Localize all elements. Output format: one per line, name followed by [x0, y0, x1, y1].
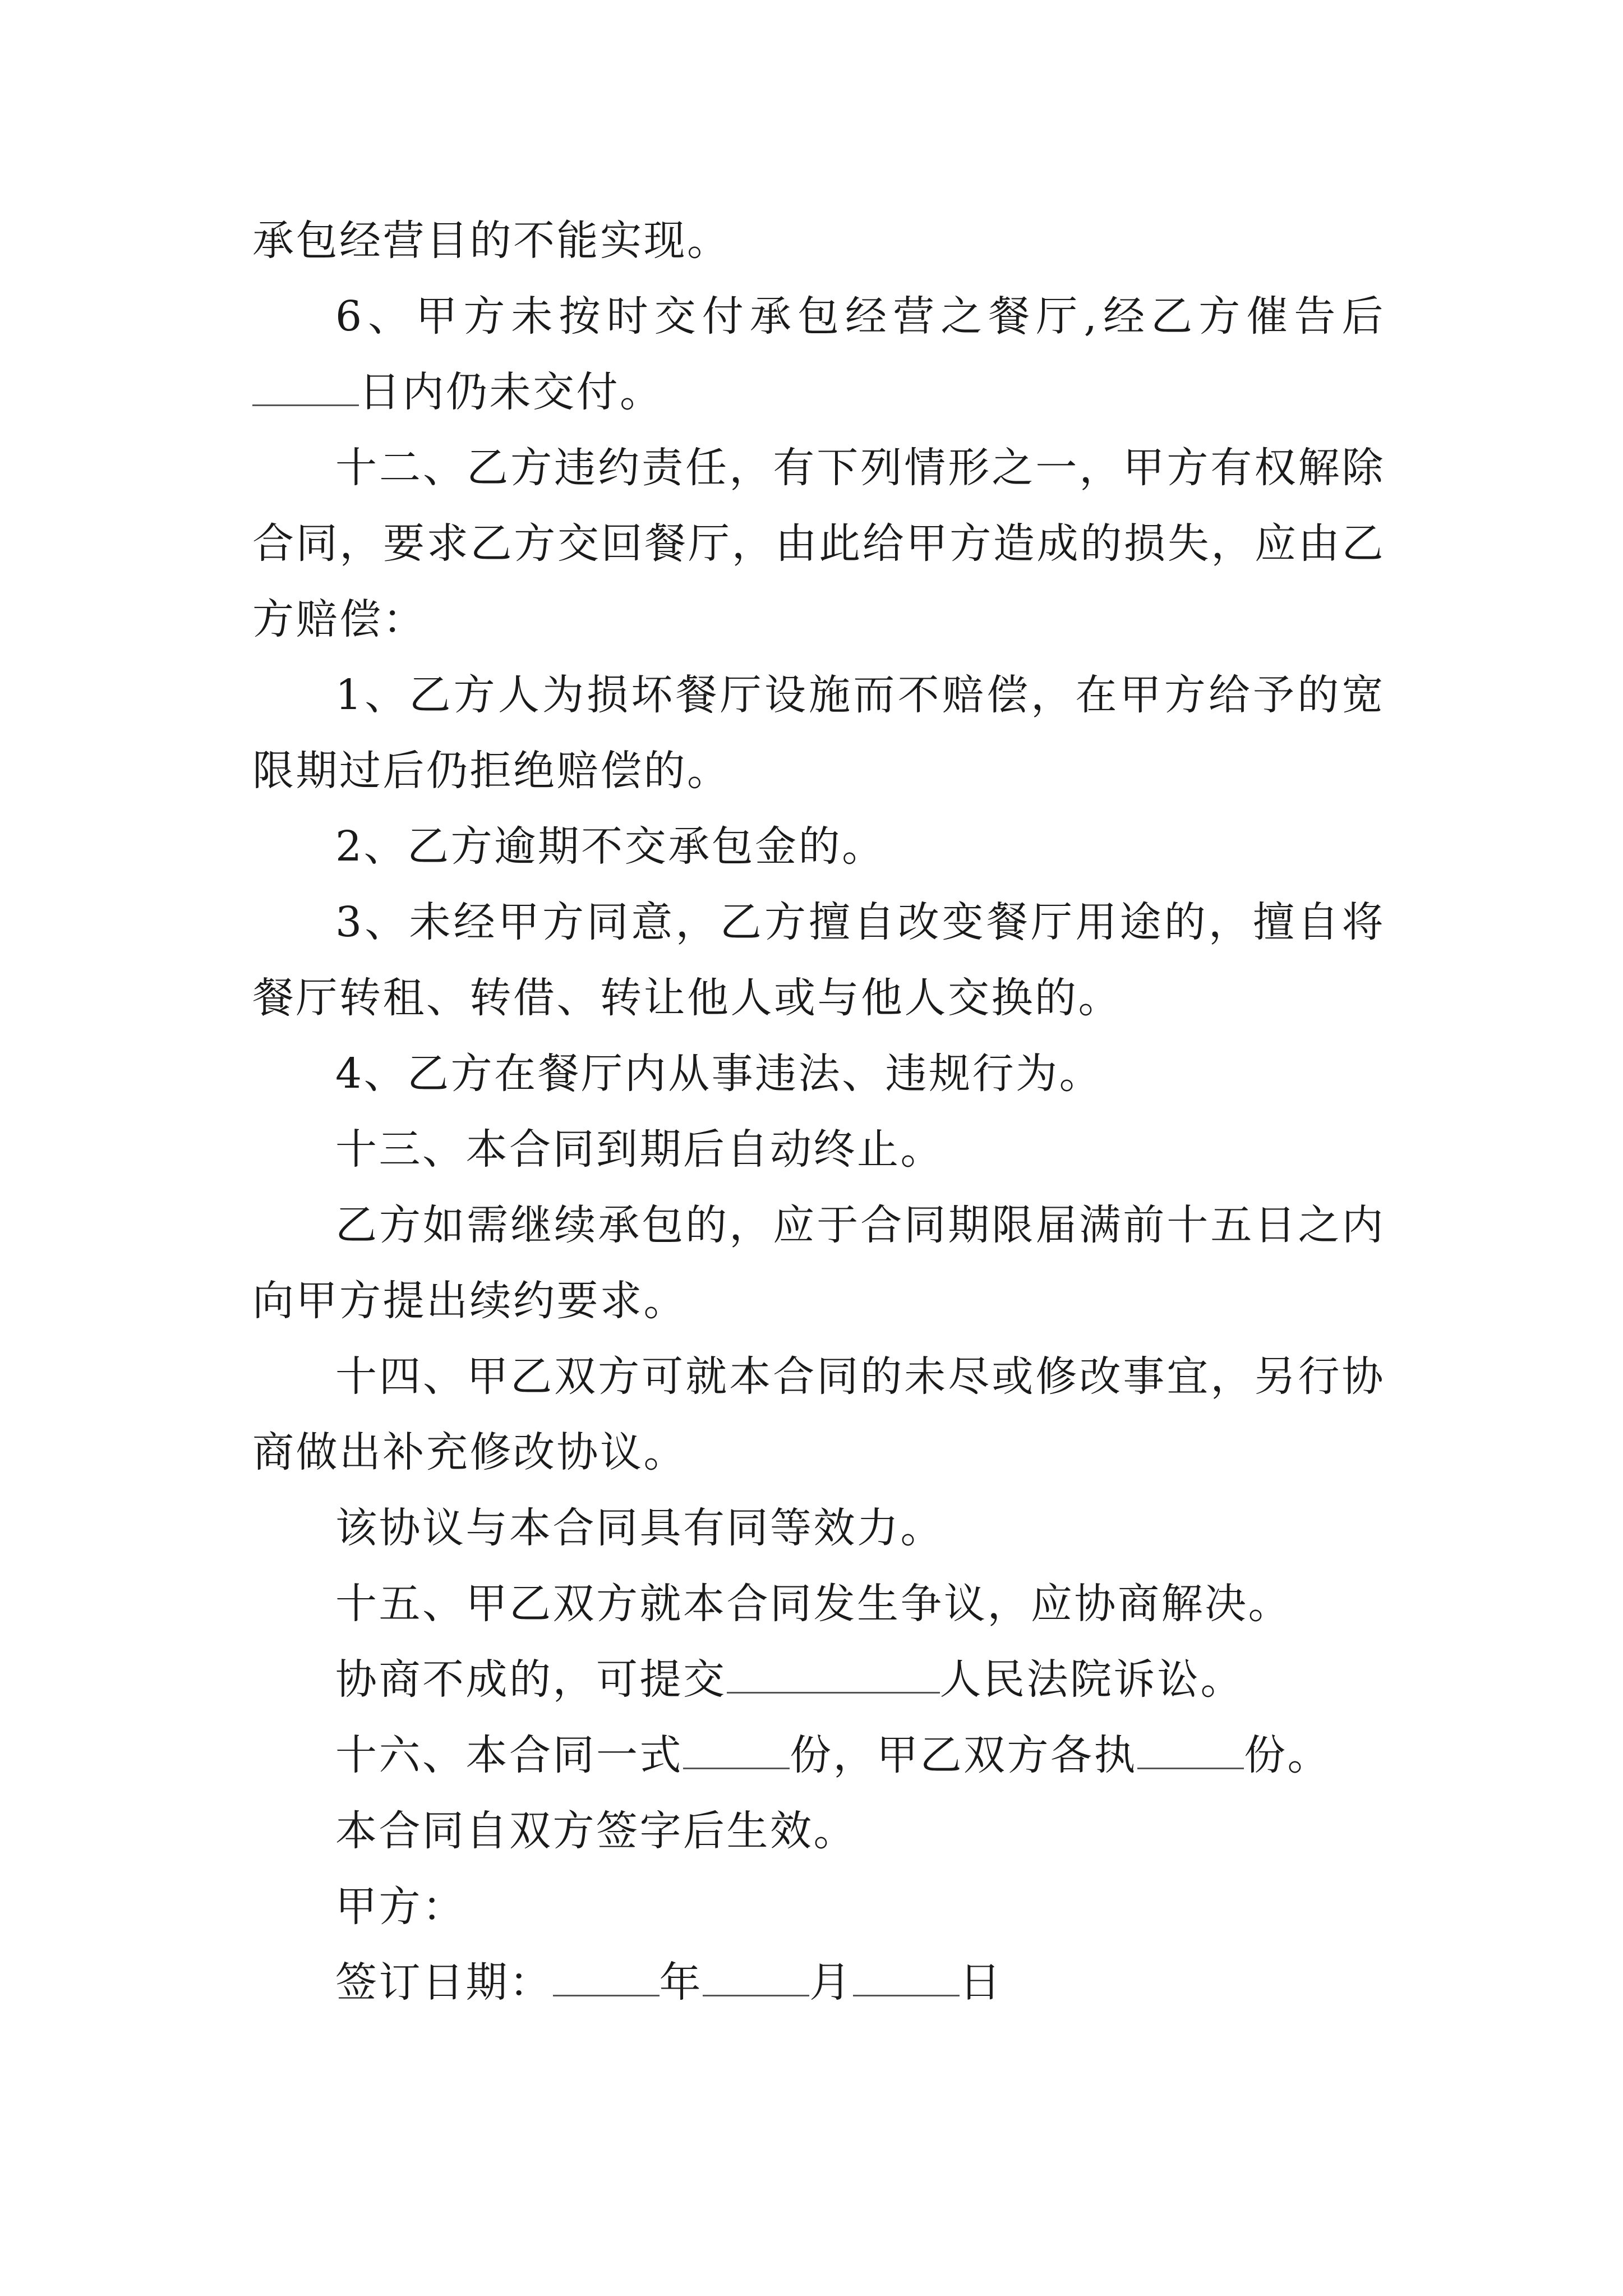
- paragraph-6: [252, 885, 1385, 1036]
- fill-in-blank: [1137, 1734, 1244, 1769]
- fill-in-blank: [553, 1961, 660, 1996]
- paragraph-text: 乙方如需继续承包的，应于合同期限届满前十五日之内向甲方提出续约要求。: [252, 1201, 1385, 1325]
- paragraph-10: [252, 1339, 1385, 1490]
- fill-in-blank: [853, 1961, 960, 1996]
- paragraph-text: 4、乙方在餐厅内从事违法、违规行为。: [335, 1050, 1103, 1098]
- paragraph-text: 2、乙方逾期不交承包金的。: [335, 822, 886, 871]
- paragraph-5: [252, 809, 1385, 885]
- paragraph-text: 十四、甲乙双方可就本合同的未尽或修改事宜，另行协商做出补充修改协议。: [252, 1352, 1385, 1476]
- signing-date-label: 签订日期：: [335, 1958, 553, 2007]
- paragraph-14: [252, 1718, 1385, 1793]
- party-a-label: 甲方：: [335, 1883, 466, 1931]
- paragraph-text: 承包经营目的不能实现。: [252, 217, 731, 265]
- paragraph-text: 人民法院诉讼。: [939, 1655, 1244, 1704]
- paragraph-11: [252, 1490, 1385, 1566]
- paragraph-7: [252, 1036, 1385, 1112]
- fill-in-blank: [683, 1734, 790, 1769]
- paragraph-text: 十二、乙方违约责任，有下列情形之一，甲方有权解除合同，要求乙方交回餐厅，由此给甲方造成的损失，应由乙方赔偿：: [252, 444, 1385, 643]
- paragraph-text: 十六、本合同一式: [335, 1731, 683, 1779]
- paragraph-9: [252, 1188, 1385, 1339]
- paragraph-12: [252, 1566, 1385, 1642]
- paragraph-text: 6、甲方未按时交付承包经营之餐厅,经乙方催告后: [335, 292, 1385, 341]
- year-label: 年: [659, 1958, 703, 2007]
- fill-in-blank: [252, 371, 359, 406]
- fill-in-blank: [703, 1961, 809, 1996]
- paragraph-text: 协商不成的，可提交: [335, 1655, 727, 1704]
- paragraph-15: [252, 1793, 1385, 1869]
- paragraph-text: 1、乙方人为损坏餐厅设施而不赔偿，在甲方给予的宽限期过后仍拒绝赔偿的。: [252, 671, 1385, 795]
- paragraph-1: [252, 203, 1385, 279]
- paragraph-3: [252, 430, 1385, 657]
- paragraph-16: [252, 1869, 1385, 1945]
- paragraph-text: 该协议与本合同具有同等效力。: [335, 1504, 944, 1552]
- paragraph-text: 本合同自双方签字后生效。: [335, 1807, 857, 1855]
- day-label: 日: [959, 1958, 1003, 2007]
- paragraph-2: [252, 279, 1385, 430]
- paragraph-text: 份。: [1244, 1731, 1331, 1779]
- paragraph-4: [252, 657, 1385, 809]
- paragraph-13: [252, 1642, 1385, 1718]
- paragraph-text: 3、未经甲方同意，乙方擅自改变餐厅用途的，擅自将餐厅转租、转借、转让他人或与他人交换的。: [252, 898, 1385, 1022]
- paragraph-text: 十三、本合同到期后自动终止。: [335, 1125, 944, 1174]
- paragraph-text: 十五、甲乙双方就本合同发生争议，应协商解决。: [335, 1580, 1292, 1628]
- signing-date: [252, 1945, 1385, 2021]
- fill-in-blank: [727, 1658, 940, 1694]
- paragraph-text: 日内仍未交付。: [359, 368, 663, 416]
- document-page: [252, 203, 1385, 2021]
- month-label: 月: [809, 1958, 853, 2007]
- paragraph-text: 份，甲乙双方各执: [790, 1731, 1137, 1779]
- paragraph-8: [252, 1112, 1385, 1188]
